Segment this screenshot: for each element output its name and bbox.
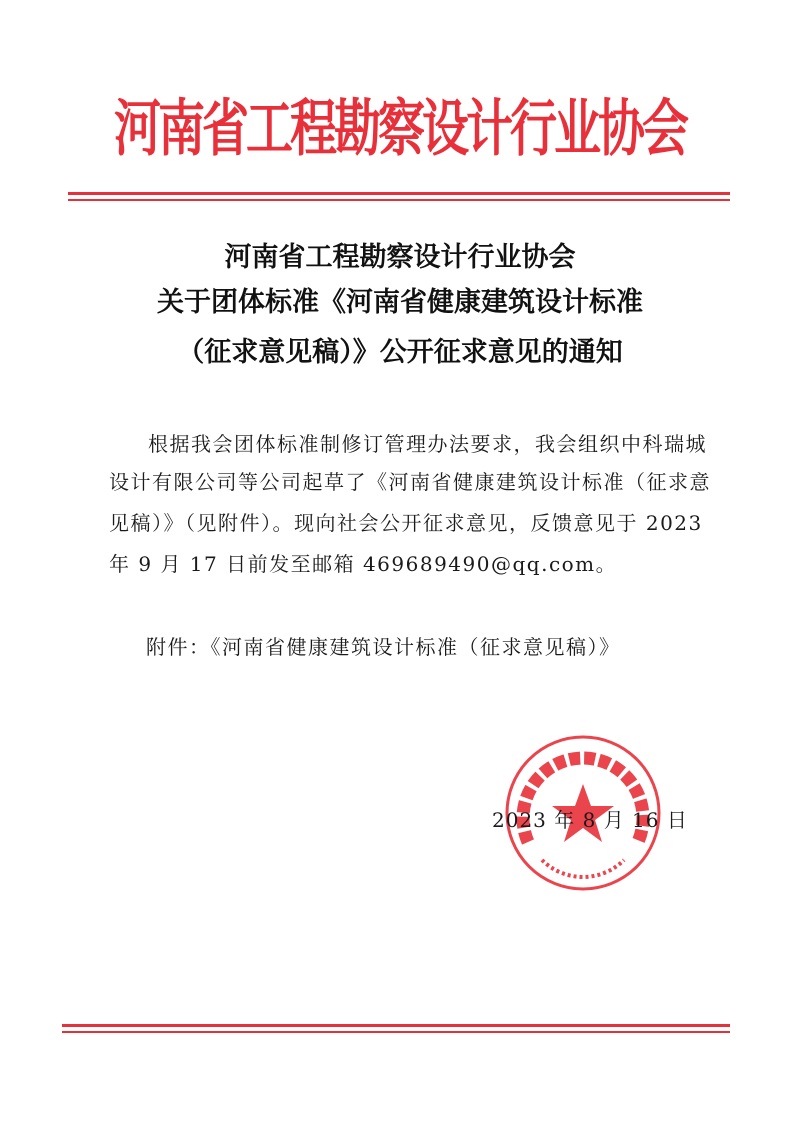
title-line-3: （征求意见稿）》公开征求意见的通知 bbox=[177, 337, 623, 368]
footer-rule-thick bbox=[62, 1024, 730, 1027]
organization-letterhead: 河南省工程勘察设计行业协会 bbox=[114, 93, 686, 166]
body-line-3: 见稿）》（见附件）。现向社会公开征求意见，反馈意见于 2023 bbox=[109, 511, 703, 535]
header-rule-thick bbox=[68, 192, 730, 195]
title-line-2: 关于团体标准《河南省健康建筑设计标准 bbox=[157, 287, 643, 318]
body-line-2: 设计有限公司等公司起草了《河南省健康建筑设计标准（征求意 bbox=[109, 470, 711, 494]
seal-number-marks bbox=[542, 860, 624, 877]
header-rule-thin bbox=[68, 199, 730, 201]
signature-date: 2023 年 8 月 16 日 bbox=[492, 808, 688, 832]
attachment-line: 附件：《河南省健康建筑设计标准（征求意见稿）》 bbox=[146, 635, 621, 659]
title-line-1: 河南省工程勘察设计行业协会 bbox=[224, 242, 576, 273]
footer-rule-thin bbox=[62, 1031, 730, 1033]
body-line-4: 年 9 月 17 日前发至邮箱 469689490@qq.com。 bbox=[109, 552, 618, 576]
body-line-1: 根据我会团体标准制修订管理办法要求，我会组织中科瑞城 bbox=[148, 432, 707, 456]
